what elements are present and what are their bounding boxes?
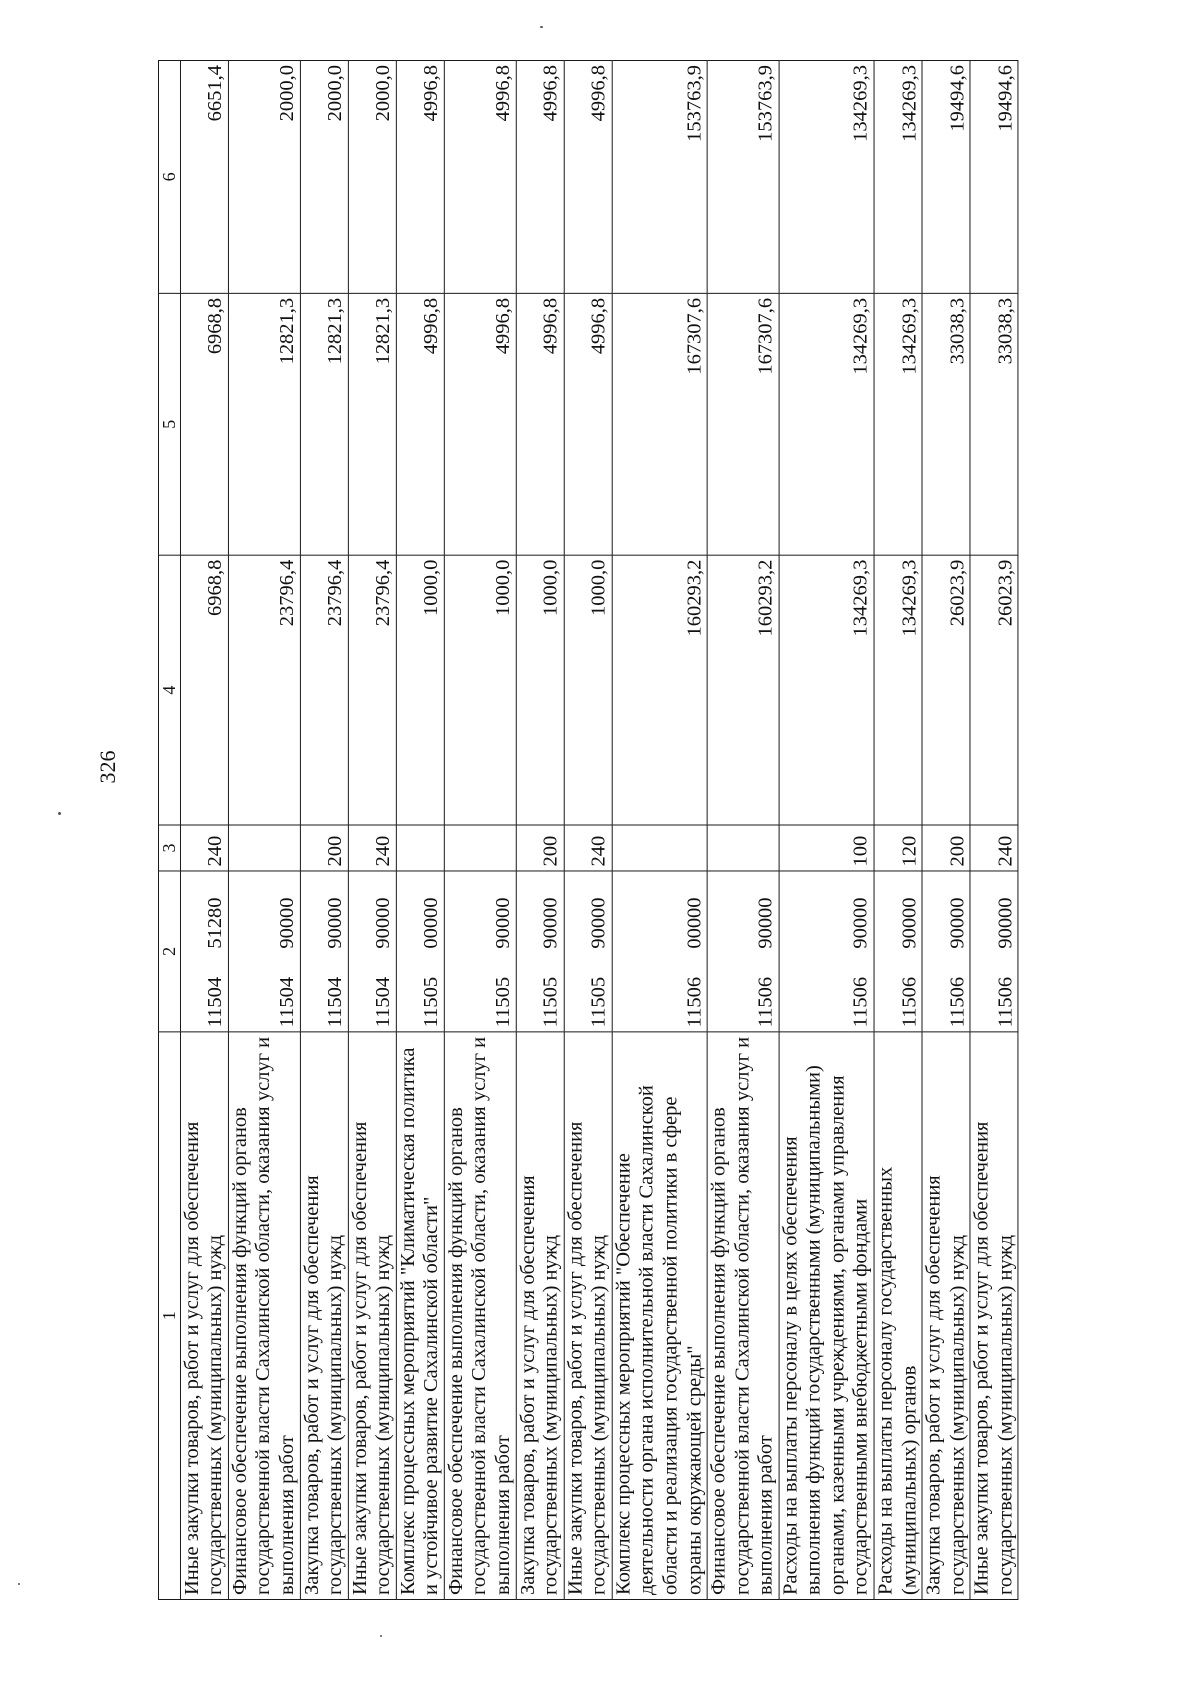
- column-header: 4: [158, 555, 180, 825]
- amount-col6-cell: 153763,9: [612, 60, 707, 293]
- expense-name-cell: Иные закупки товаров, работ и услуг для обеспечения государственных (муниципальных) нужд: [348, 1032, 396, 1600]
- code-part-direction: 00000: [683, 897, 706, 949]
- expense-group-cell: 240: [348, 825, 396, 871]
- target-article-code-cell: [516, 871, 564, 1032]
- amount-col4-cell: 6968,8: [180, 555, 228, 825]
- table-row: [612, 60, 707, 1599]
- code-part-direction: 90000: [539, 897, 562, 949]
- code-part-direction: 90000: [898, 897, 921, 949]
- expense-group-cell: 240: [564, 825, 612, 871]
- target-article-code-cell: [707, 871, 779, 1032]
- expense-name-cell: Финансовое обеспечение выполнения функций органов государственной власти Сахалинской области, оказания услуг и выполнения работ: [444, 1032, 516, 1600]
- table-row: [779, 60, 874, 1599]
- table-row: [516, 60, 564, 1599]
- target-article-code-cell: [300, 871, 348, 1032]
- amount-col4-cell: 160293,2: [612, 555, 707, 825]
- amount-col5-cell: 12821,3: [228, 293, 300, 555]
- expense-name-cell: Закупка товаров, работ и услуг для обеспечения государственных (муниципальных) нужд: [300, 1032, 348, 1600]
- amount-col6-cell: 134269,3: [874, 60, 922, 293]
- amount-col4-cell: 1000,0: [444, 555, 516, 825]
- code-part-direction: 51280: [204, 897, 227, 949]
- code-part-program: 11505: [491, 976, 514, 1028]
- amount-col6-cell: 2000,0: [228, 60, 300, 293]
- amount-col4-cell: 160293,2: [707, 555, 779, 825]
- table-row: [348, 60, 396, 1599]
- expense-group-cell: 200: [516, 825, 564, 871]
- target-article-code-cell: [348, 871, 396, 1032]
- expense-group-cell: 100: [779, 825, 874, 871]
- target-article-code-cell: [564, 871, 612, 1032]
- target-article-code-cell: [228, 871, 300, 1032]
- code-part-direction: 90000: [994, 897, 1017, 949]
- amount-col5-cell: 33038,3: [970, 293, 1018, 555]
- amount-col6-cell: 4996,8: [444, 60, 516, 293]
- table-row: [396, 60, 444, 1599]
- target-article-code-cell: [444, 871, 516, 1032]
- amount-col5-cell: 12821,3: [300, 293, 348, 555]
- code-part-direction: 90000: [491, 897, 514, 949]
- amount-col4-cell: 26023,9: [922, 555, 970, 825]
- code-part-program: 11506: [754, 976, 777, 1028]
- target-article-code-cell: [874, 871, 922, 1032]
- scan-speck: [380, 1635, 382, 1637]
- code-part-program: 11506: [946, 976, 969, 1028]
- header-row: [158, 60, 180, 1599]
- code-part-program: 11505: [420, 976, 443, 1028]
- scan-speck: [18, 1583, 20, 1585]
- expense-group-cell: [228, 825, 300, 871]
- budget-table: [158, 60, 1019, 1600]
- amount-col4-cell: 1000,0: [564, 555, 612, 825]
- amount-col4-cell: 1000,0: [516, 555, 564, 825]
- column-header: 6: [158, 60, 180, 293]
- amount-col5-cell: 167307,6: [707, 293, 779, 555]
- expense-name-cell: Расходы на выплаты персоналу государственных (муниципальных) органов: [874, 1032, 922, 1600]
- expense-name-cell: Расходы на выплаты персоналу в целях обеспечения выполнения функций государственными (муниципальными) органами, казенными учреждениями, органами управления государственными внебюджетными фондами: [779, 1032, 874, 1600]
- code-part-direction: 90000: [754, 897, 777, 949]
- code-part-program: 11504: [204, 976, 227, 1028]
- table-row: [444, 60, 516, 1599]
- code-part-program: 11506: [849, 976, 872, 1028]
- amount-col4-cell: 23796,4: [348, 555, 396, 825]
- code-part-direction: 90000: [587, 897, 610, 949]
- amount-col4-cell: 23796,4: [228, 555, 300, 825]
- target-article-code-cell: [779, 871, 874, 1032]
- amount-col6-cell: 6651,4: [180, 60, 228, 293]
- code-part-program: 11506: [683, 976, 706, 1028]
- amount-col6-cell: 19494,6: [922, 60, 970, 293]
- expense-name-cell: Финансовое обеспечение выполнения функций органов государственной власти Сахалинской области, оказания услуг и выполнения работ: [707, 1032, 779, 1600]
- amount-col5-cell: 33038,3: [922, 293, 970, 555]
- table-row: [707, 60, 779, 1599]
- code-part-program: 11504: [372, 976, 395, 1028]
- expense-name-cell: Закупка товаров, работ и услуг для обеспечения государственных (муниципальных) нужд: [516, 1032, 564, 1600]
- column-header: 3: [158, 825, 180, 871]
- code-part-program: 11505: [539, 976, 562, 1028]
- target-article-code-cell: [396, 871, 444, 1032]
- expense-name-cell: Иные закупки товаров, работ и услуг для обеспечения государственных (муниципальных) нужд: [564, 1032, 612, 1600]
- scan-speck: [540, 26, 543, 28]
- code-part-direction: 90000: [849, 897, 872, 949]
- code-part-direction: 90000: [372, 897, 395, 949]
- expense-group-cell: [396, 825, 444, 871]
- amount-col6-cell: 4996,8: [516, 60, 564, 293]
- expense-group-cell: [707, 825, 779, 871]
- table-row: [564, 60, 612, 1599]
- amount-col5-cell: 167307,6: [612, 293, 707, 555]
- expense-group-cell: 120: [874, 825, 922, 871]
- amount-col6-cell: 4996,8: [564, 60, 612, 293]
- amount-col4-cell: 1000,0: [396, 555, 444, 825]
- expense-name-cell: Финансовое обеспечение выполнения функций органов государственной власти Сахалинской области, оказания услуг и выполнения работ: [228, 1032, 300, 1600]
- target-article-code-cell: [612, 871, 707, 1032]
- scan-speck: [58, 812, 61, 815]
- amount-col4-cell: 26023,9: [970, 555, 1018, 825]
- code-part-program: 11505: [587, 976, 610, 1028]
- amount-col5-cell: 4996,8: [396, 293, 444, 555]
- table-row: [970, 60, 1018, 1599]
- code-part-program: 11506: [994, 976, 1017, 1028]
- code-part-direction: 90000: [275, 897, 298, 949]
- code-part-direction: 00000: [420, 897, 443, 949]
- code-part-program: 11506: [898, 976, 921, 1028]
- code-part-program: 11504: [275, 976, 298, 1028]
- amount-col4-cell: 134269,3: [779, 555, 874, 825]
- page-number: 326: [95, 750, 120, 784]
- amount-col5-cell: 134269,3: [779, 293, 874, 555]
- amount-col4-cell: 134269,3: [874, 555, 922, 825]
- table-body: [180, 60, 1018, 1599]
- amount-col6-cell: 2000,0: [300, 60, 348, 293]
- table-row: [300, 60, 348, 1599]
- code-part-direction: 90000: [946, 897, 969, 949]
- column-header: 2: [158, 871, 180, 1032]
- table-row: [228, 60, 300, 1599]
- table-row: [922, 60, 970, 1599]
- expense-group-cell: [444, 825, 516, 871]
- rotated-table-container: [158, 60, 1018, 1600]
- amount-col6-cell: 4996,8: [396, 60, 444, 293]
- amount-col6-cell: 153763,9: [707, 60, 779, 293]
- code-part-program: 11504: [323, 976, 346, 1028]
- amount-col5-cell: 4996,8: [444, 293, 516, 555]
- amount-col5-cell: 4996,8: [516, 293, 564, 555]
- amount-col4-cell: 23796,4: [300, 555, 348, 825]
- expense-name-cell: Комплекс процессных мероприятий "Обеспечение деятельности органа исполнительной власти Сахалинской области и реализация государственной политики в сфере охраны окружающей среды": [612, 1032, 707, 1600]
- amount-col6-cell: 19494,6: [970, 60, 1018, 293]
- amount-col6-cell: 2000,0: [348, 60, 396, 293]
- expense-group-cell: 240: [180, 825, 228, 871]
- amount-col5-cell: 12821,3: [348, 293, 396, 555]
- expense-group-cell: 200: [300, 825, 348, 871]
- amount-col5-cell: 6968,8: [180, 293, 228, 555]
- expense-name-cell: Иные закупки товаров, работ и услуг для обеспечения государственных (муниципальных) нужд: [970, 1032, 1018, 1600]
- target-article-code-cell: [180, 871, 228, 1032]
- code-part-direction: 90000: [323, 897, 346, 949]
- column-header: 5: [158, 293, 180, 555]
- expense-name-cell: Иные закупки товаров, работ и услуг для обеспечения государственных (муниципальных) нужд: [180, 1032, 228, 1600]
- table-row: [180, 60, 228, 1599]
- expense-group-cell: [612, 825, 707, 871]
- expense-group-cell: 240: [970, 825, 1018, 871]
- expense-name-cell: Закупка товаров, работ и услуг для обеспечения государственных (муниципальных) нужд: [922, 1032, 970, 1600]
- expense-group-cell: 200: [922, 825, 970, 871]
- table-region: [158, 60, 1200, 1596]
- table-row: [874, 60, 922, 1599]
- target-article-code-cell: [922, 871, 970, 1032]
- expense-name-cell: Комплекс процессных мероприятий "Климатическая политика и устойчивое развитие Сахалинской области": [396, 1032, 444, 1600]
- target-article-code-cell: [970, 871, 1018, 1032]
- amount-col5-cell: 4996,8: [564, 293, 612, 555]
- amount-col5-cell: 134269,3: [874, 293, 922, 555]
- column-header: 1: [158, 1032, 180, 1600]
- amount-col6-cell: 134269,3: [779, 60, 874, 293]
